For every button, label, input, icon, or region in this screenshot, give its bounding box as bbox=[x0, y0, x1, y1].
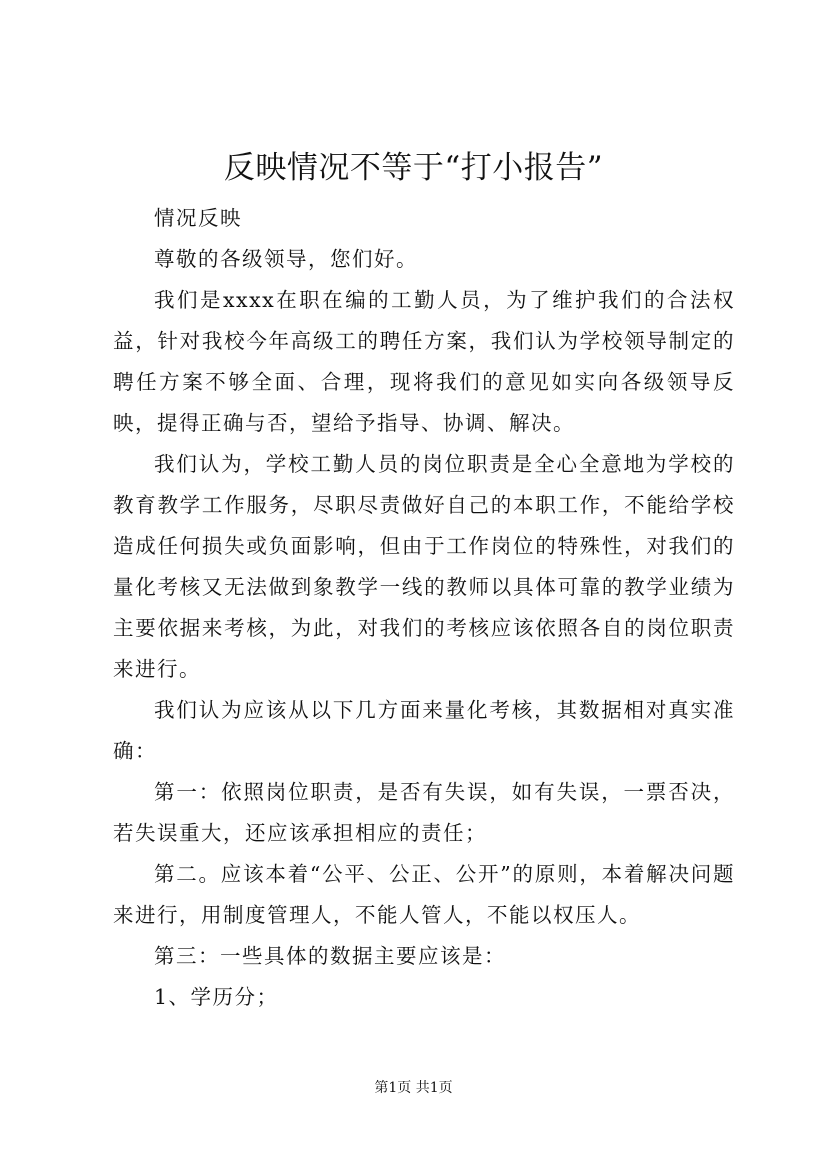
paragraph-heading: 情况反映 bbox=[154, 206, 242, 230]
paragraph-item-one: 1、学历分； bbox=[154, 985, 279, 1009]
paragraph-point-three: 第三：一些具体的数据主要应该是： bbox=[154, 944, 506, 968]
document-body bbox=[113, 198, 735, 1018]
paragraph-intro: 我们是xxxx在职在编的工勤人员，为了维护我们的合法权益，针对我校今年高级工的聘任方案，我们认为学校领导制定的聘任方案不够全面、合理，现将我们的意见如实向各级领导反映，提得正确与否，望给予指导、协调、解决。 bbox=[113, 288, 735, 435]
page-footer: 第1页 共1页 bbox=[374, 1080, 453, 1096]
paragraph-point-two: 第二。应该本着“公平、公正、公开”的原则，本着解决问题来进行，用制度管理人，不能人管人，不能以权压人。 bbox=[113, 862, 735, 927]
paragraph-point-one: 第一：依照岗位职责，是否有失误，如有失误，一票否决，若失误重大，还应该承担相应的责任； bbox=[113, 780, 735, 845]
paragraph-duties: 我们认为，学校工勤人员的岗位职责是全心全意地为学校的教育教学工作服务，尽职尽责做好自己的本职工作，不能给学校造成任何损失或负面影响，但由于工作岗位的特殊性，对我们的量化考核又无法做到象教学一线的教师以具体可靠的教学业绩为主要依据来考核，为此，对我们的考核应该依照各自的岗位职责来进行。 bbox=[113, 452, 735, 681]
document-title: 反映情况不等于“打小报告” bbox=[223, 150, 604, 186]
paragraph-greeting: 尊敬的各级领导，您们好。 bbox=[154, 247, 418, 271]
paragraph-assessment: 我们认为应该从以下几方面来量化考核，其数据相对真实准确： bbox=[113, 698, 735, 763]
